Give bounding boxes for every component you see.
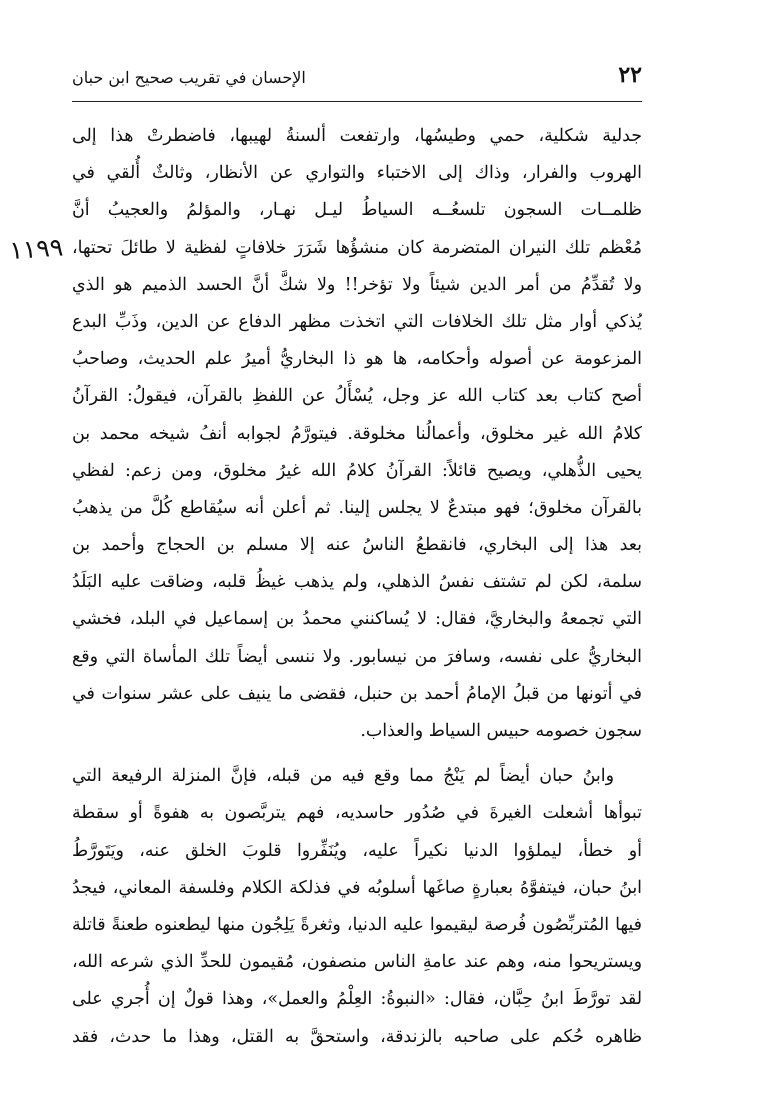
text-line: فيها المُتربِّصُون فُرصة ليقيموا عليه الدنيا، وثغرةً يَلِجُون منها ليطعنوه طعنةً قاتلة [72, 914, 642, 935]
paragraph-gap [72, 750, 642, 758]
text-line: أو خطأ، ليملؤوا الدنيا نكيراً عليه، ويُنَفِّروا قلوبَ الخلق عنه، ويَتَورَّطُ [72, 840, 642, 861]
text-line: ولا تُقدِّمُ من أمر الدين شيئاً ولا تؤخر!! ولا شكَّ أنَّ الحسد الذميم هو الذي [72, 274, 642, 295]
text-line: ابنُ حبان، فيتفوَّهُ بعبارةٍ صاغَها أسلوبُه في فذلكة الكلام وفلسفة المعاني، فيجدُ [72, 877, 642, 898]
text-line: بالقرآن مخلوق؛ فهو مبتدعٌ لا يجلس إلينا. ثم أعلن أنه سيُقاطع كُلَّ من يذهبُ [72, 497, 642, 518]
text-line: ويستريحوا منه، وهم عند عامةِ الناس منصفون، مُقيمون للحدِّ الذي شرعه الله، [72, 952, 642, 973]
text-line: أصح كتاب بعد كتاب الله عز وجل، يُسْأَلُ عن اللفظِ بالقرآن، فيقولُ: القرآنُ [72, 386, 642, 407]
text-line: المزعومة عن أصوله وأحكامه، ها هو ذا البخاريُّ أميرُ علم الحديث، وصاحبُ [72, 349, 642, 370]
page-number: ٢٢ [618, 62, 642, 88]
text-line: يُذكي أوار مثل تلك الخلافات التي اتخذت مظهر الدفاع عن الدين، وذَبِّ البدع [72, 311, 642, 332]
page-header [72, 58, 642, 98]
text-line: البخاريُّ على نفسه، وسافرَ من نيسابور. ولا ننسى أيضاً تلك المأساة التي وقع [72, 646, 642, 667]
handwritten-margin-note: ١١٩٩ [8, 232, 65, 266]
text-line: يحيى الذُّهلي، ويصيح قائلاً: القرآنُ كلامُ الله غيرُ مخلوق، ومن زعم: لفظي [72, 460, 642, 481]
text-line: وابنُ حبان أيضاً لم يَنْجُ مما وقع فيه من قبله، فإنَّ المنزلة الرفيعة التي [72, 766, 614, 787]
text-line: ظاهره حُكم على صاحبه بالزندقة، واستحقَّ به القتل، وهذا ما حدث، فقد [72, 1026, 642, 1047]
text-line: كلامُ الله غير مخلوق، وأعمالُنا مخلوقة. فيتورَّمُ لجوابه أنفُ شيخه محمد بن [72, 423, 642, 444]
text-line: تبوأها أشعلت الغيرةَ في صُدُور حاسديه، فهم يتربَّصون به هفوةً أو سقطة [72, 803, 642, 824]
paragraph-1 [72, 118, 642, 750]
text-line: بعد هذا إلى البخاري، فانقطعُ الناسُ عنه إلا مسلم بن الحجاج وأحمد بن [72, 535, 642, 556]
text-line: جدلية شكلية، حمي وطيسُها، وارتفعت ألسنةُ لهيبها، فاضطرتْ هذا إلى [72, 126, 642, 146]
running-title: الإحسان في تقريب صحيح ابن حبان [72, 68, 306, 87]
text-line: ظلمــات السجون تلسعُــه السياطُ ليـل نهـار، والمؤلمُ والعجيبُ أنَّ [72, 200, 642, 221]
body-text [72, 118, 642, 1056]
text-line: في أتونها من قبلُ الإمامُ أحمد بن حنبل، فقضى ما ينيف على عشر سنوات في [72, 683, 642, 704]
text-line: الهروب والفرار، وذاك إلى الاختباء والتواري عن الأنظار، وثالثٌ أُلقي في [72, 163, 642, 184]
text-line: مُعْظم تلك النيران المتضرمة كان منشؤُها شَرَرَ خلافاتٍ لفظية لا طائلَ تحتها، [72, 237, 642, 258]
paragraph-2 [72, 758, 642, 1056]
header-rule [72, 101, 642, 102]
text-line: لقد تورَّطَ ابنُ حِبَّان، فقال: «النبوةُ: العِلْمُ والعمل»، وهذا قولٌ إن أُجري على [72, 989, 642, 1010]
text-line: التي تجمعهُ والبخاريَّ، فقال: لا يُساكنني محمدُ بن إسماعيل في البلد، فخشي [72, 609, 642, 630]
text-line: سجون خصومه حبيس السياط والعذاب. [360, 721, 642, 741]
text-line: سلمة، لكن لم تشتف نفسُ الذهلي، ولم يذهب غيظُ قلبه، وضاقت عليه البَلَدُ [72, 572, 642, 593]
